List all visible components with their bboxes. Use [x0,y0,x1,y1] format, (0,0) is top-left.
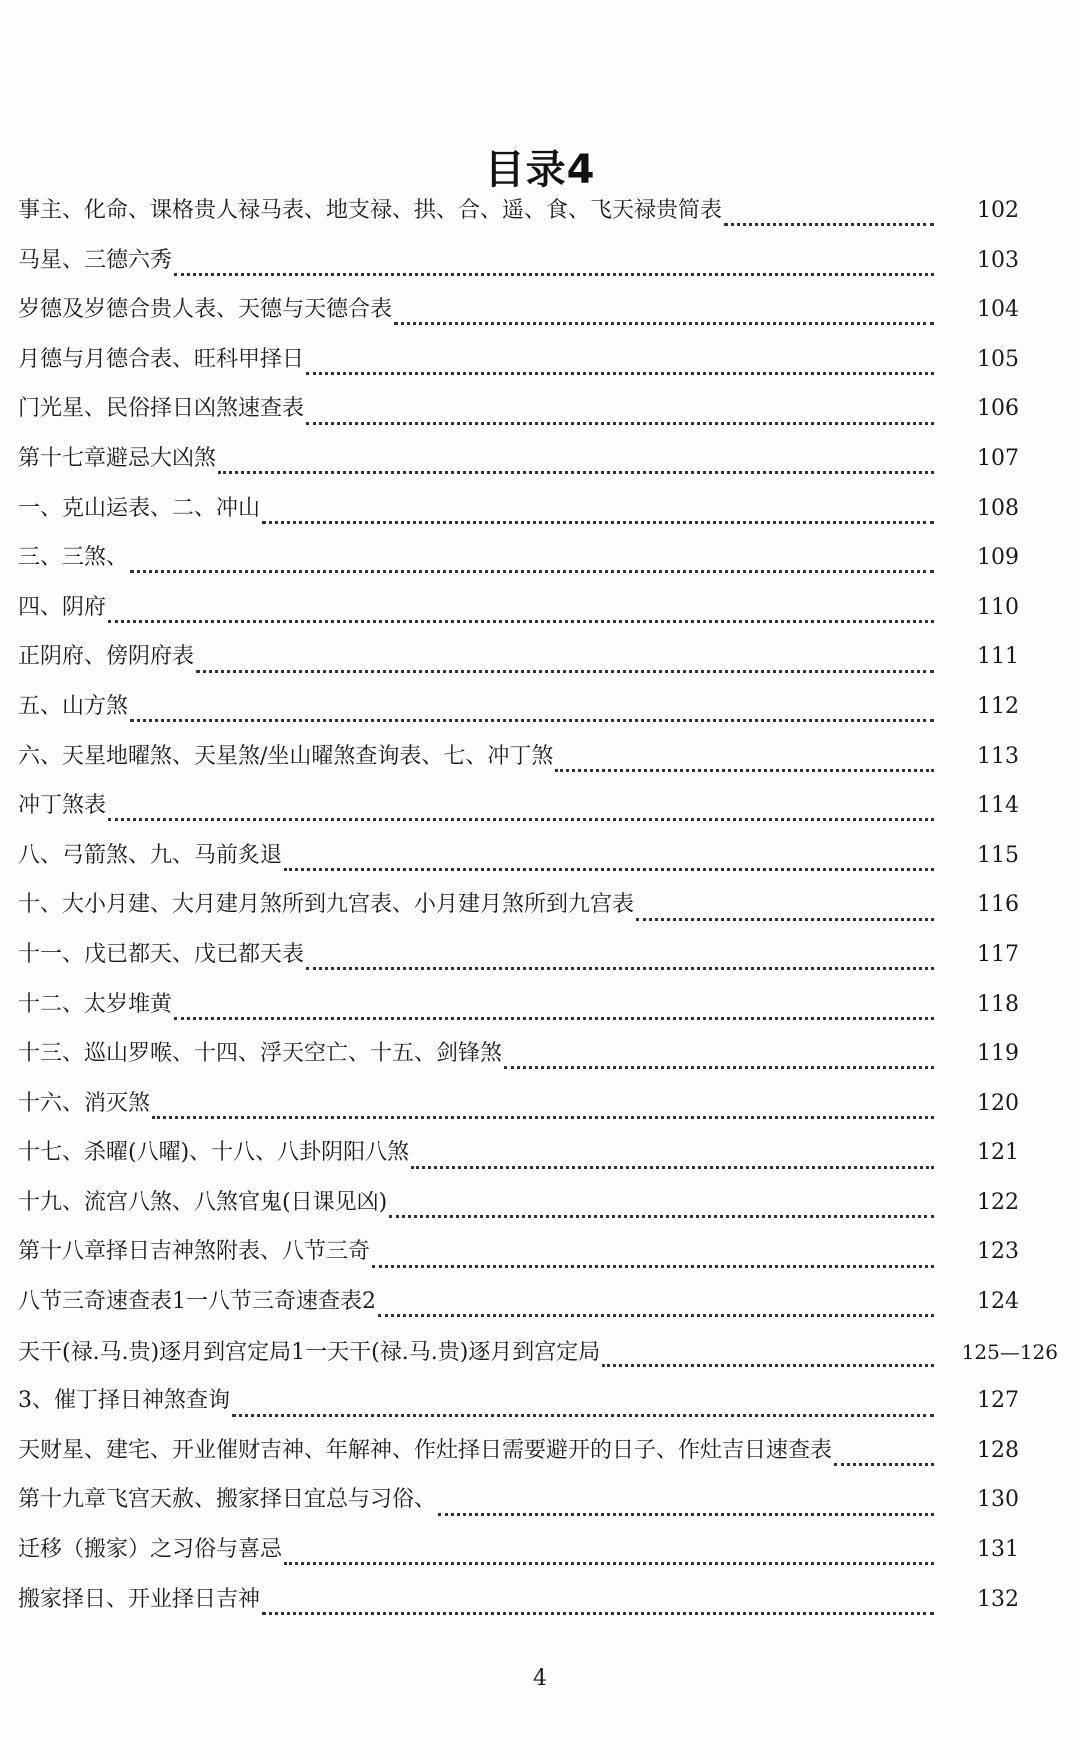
toc-entry-title: 六、天星地曜煞、天星煞/坐山曜煞查询表、七、冲丁煞 [18,743,554,769]
toc-entry [18,1485,1058,1535]
toc-entry-page: 120 [977,1090,1019,1116]
toc-entry-page: 112 [977,693,1019,719]
dot-leader [378,1314,934,1317]
toc-entry-title: 3、催丁择日神煞查询 [18,1388,230,1414]
toc-entry-title: 十一、戊已都天、戊已都天表 [18,941,305,967]
toc-entry-page: 119 [977,1041,1019,1067]
toc-entry-title: 五、山方煞 [18,693,129,719]
dot-leader [108,620,934,623]
toc-entry [18,1337,1058,1387]
toc-entry [18,543,1058,593]
toc-entry-title: 十、大小月建、大月建月煞所到九宫表、小月建月煞所到九宫表 [18,892,635,918]
toc-entry [18,345,1058,395]
dot-leader [130,570,934,573]
table-of-contents [18,196,1058,1634]
dot-leader [389,1215,934,1218]
toc-entry-page: 111 [977,644,1019,670]
toc-entry [18,1535,1058,1585]
toc-entry [18,444,1058,494]
toc-entry [18,1585,1058,1635]
dot-leader [724,223,934,226]
toc-entry [18,295,1058,345]
toc-entry-page: 107 [977,445,1019,471]
toc-entry-page: 104 [977,297,1019,323]
toc-entry-page: 127 [977,1388,1019,1414]
toc-entry-page: 115 [977,842,1019,868]
toc-entry-title: 第十八章择日吉神煞附表、八节三奇 [18,1239,371,1265]
toc-entry [18,1039,1058,1089]
toc-entry-page: 102 [977,198,1019,223]
dot-leader [232,1414,934,1417]
toc-entry [18,1188,1058,1238]
toc-entry [18,890,1058,940]
toc-entry-title: 迁移（搬家）之习俗与喜忌 [18,1537,283,1563]
toc-entry-title: 十九、流宫八煞、八煞官鬼(日课见凶) [18,1189,388,1215]
toc-entry-title: 天干(禄.马.贵)逐月到宫定局1一天干(禄.马.贵)逐月到宫定局 [18,1339,601,1365]
toc-entry [18,1089,1058,1139]
toc-entry [18,990,1058,1040]
toc-entry-title: 门光星、民俗择日凶煞速查表 [18,396,305,422]
toc-entry-page: 131 [977,1537,1019,1563]
dot-leader [306,967,934,970]
toc-entry-title: 一、克山运表、二、冲山 [18,495,261,521]
toc-entry [18,1237,1058,1287]
dot-leader [834,1463,934,1466]
toc-entry-title: 十六、消灭煞 [18,1090,151,1116]
toc-entry-page: 124 [977,1289,1019,1315]
dot-leader [130,719,934,722]
toc-entry [18,494,1058,544]
toc-entry-title: 正阴府、傍阴府表 [18,644,195,670]
toc-entry [18,1386,1058,1436]
toc-entry-page: 103 [977,247,1019,273]
dot-leader [394,322,934,325]
dot-leader [504,1066,934,1069]
dot-leader [602,1364,934,1367]
dot-leader [636,918,934,921]
toc-entry-title: 事主、化命、课格贵人禄马表、地支禄、拱、合、遥、食、飞天禄贵简表 [18,198,723,223]
toc-entry [18,791,1058,841]
toc-entry-page: 123 [977,1239,1019,1265]
toc-entry-title: 十二、太岁堆黄 [18,991,173,1017]
dot-leader [284,1562,934,1565]
toc-entry-title: 十三、巡山罗喉、十四、浮天空亡、十五、剑锋煞 [18,1041,503,1067]
toc-entry [18,642,1058,692]
dot-leader [218,471,934,474]
dot-leader [262,1612,934,1615]
toc-entry-title: 月德与月德合表、旺科甲择日 [18,346,305,372]
toc-entry-title: 搬家择日、开业择日吉神 [18,1586,261,1612]
toc-entry-title: 马星、三德六秀 [18,247,173,273]
dot-leader [174,1017,934,1020]
toc-entry [18,742,1058,792]
toc-entry-title: 十七、杀曜(八曜)、十八、八卦阴阳八煞 [18,1140,410,1166]
toc-entry-page: 110 [977,594,1019,620]
toc-entry-page: 130 [977,1487,1019,1513]
toc-entry-title: 岁德及岁德合贵人表、天德与天德合表 [18,297,393,323]
toc-entry-page: 105 [977,346,1019,372]
toc-entry [18,692,1058,742]
dot-leader [438,1513,934,1516]
toc-entry-title: 第十九章飞宫天赦、搬家择日宜总与习俗、 [18,1487,437,1513]
toc-entry-title: 天财星、建宅、开业催财吉神、年解神、作灶择日需要避开的日子、作灶吉日速查表 [18,1437,833,1463]
toc-entry-page: 109 [977,545,1019,571]
dot-leader [196,670,934,673]
toc-entry-page: 118 [977,991,1019,1017]
toc-entry-page: 108 [977,495,1019,521]
toc-entry-page: 113 [977,743,1019,769]
toc-entry-page: 125—126 [961,1339,1058,1364]
dot-leader [174,273,934,276]
dot-leader [372,1265,934,1268]
toc-entry [18,196,1058,246]
toc-entry [18,394,1058,444]
toc-entry-page: 106 [977,396,1019,422]
toc-entry-page: 114 [977,793,1019,819]
toc-entry-title: 八、弓箭煞、九、马前炙退 [18,842,283,868]
toc-entry-title: 三、三煞、 [18,545,129,571]
toc-entry-page: 128 [977,1437,1019,1463]
page-number: 4 [533,1666,547,1691]
dot-leader [262,521,934,524]
toc-entry-title: 第十七章避忌大凶煞 [18,445,217,471]
dot-leader [555,769,934,772]
toc-entry-title: 八节三奇速查表1一八节三奇速查表2 [18,1289,376,1315]
toc-entry-page: 122 [977,1189,1019,1215]
toc-entry [18,1138,1058,1188]
toc-entry-page: 121 [977,1140,1019,1166]
toc-entry [18,1436,1058,1486]
toc-entry-page: 132 [977,1586,1019,1612]
toc-entry-title: 冲丁煞表 [18,793,107,819]
toc-entry [18,593,1058,643]
toc-entry [18,940,1058,990]
dot-leader [284,868,934,871]
toc-entry-page: 116 [977,892,1019,918]
toc-entry [18,246,1058,296]
dot-leader [152,1116,934,1119]
dot-leader [306,372,934,375]
toc-entry [18,1287,1058,1337]
toc-entry [18,841,1058,891]
toc-entry-page: 117 [977,941,1019,967]
dot-leader [108,818,934,821]
dot-leader [306,422,934,425]
page-title: 目录4 [484,147,596,193]
dot-leader [411,1166,934,1169]
toc-entry-title: 四、阴府 [18,594,107,620]
